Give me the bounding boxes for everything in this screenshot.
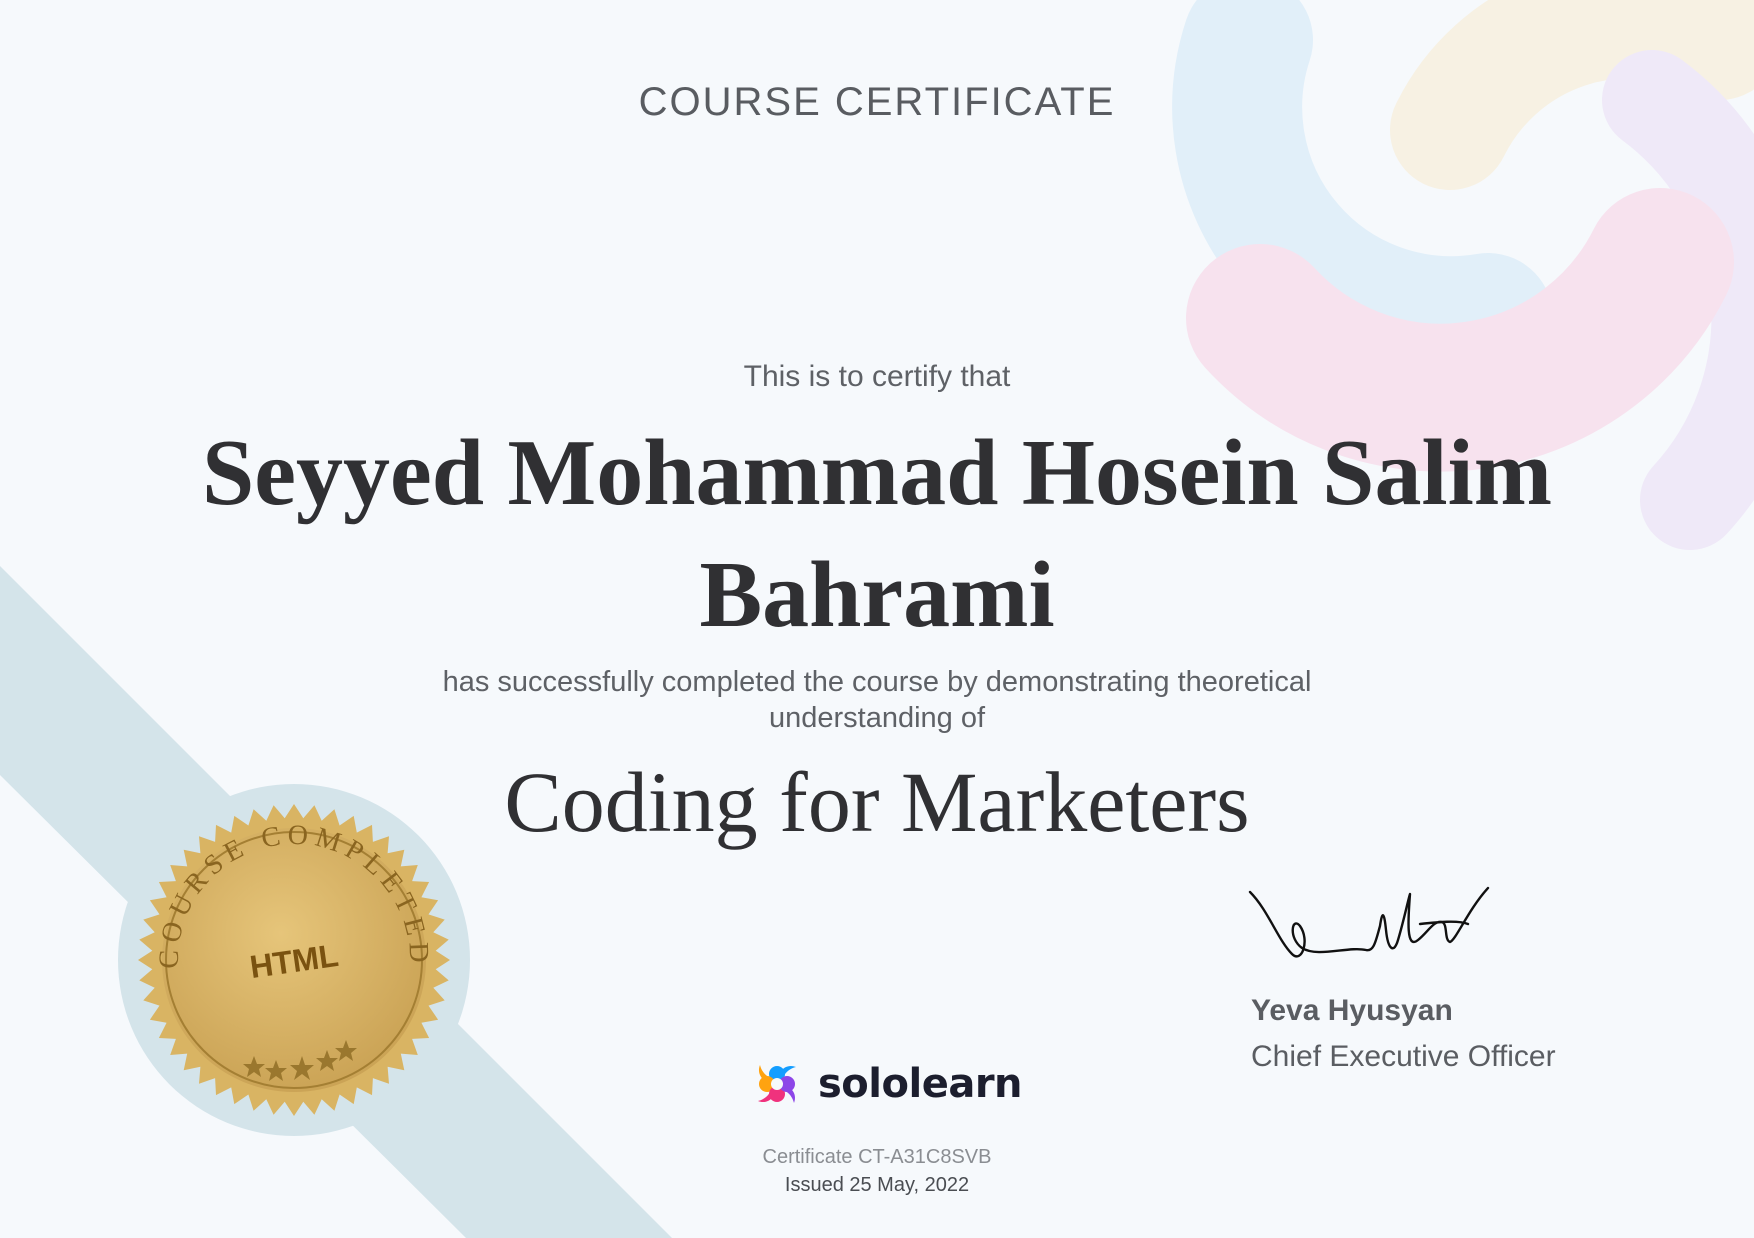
ceo-signature xyxy=(1248,880,1498,970)
seal-course-label: HTML xyxy=(247,936,341,985)
brand-name: sololearn xyxy=(818,1061,1023,1107)
completion-description: has successfully completed the course by demonstrating theoretical understanding of xyxy=(442,666,1312,734)
course-completed-seal xyxy=(118,784,470,1136)
certify-intro-text: This is to certify that xyxy=(743,360,1011,393)
certificate-title: COURSE CERTIFICATE xyxy=(638,80,1116,124)
signer-name: Yeva Hyusyan xyxy=(1251,994,1453,1027)
course-name: Coding for Marketers xyxy=(504,754,1250,850)
seal-top-text: COURSE COMPLETED xyxy=(153,819,435,970)
issue-date: Issued 25 May, 2022 xyxy=(784,1174,970,1196)
signer-title: Chief Executive Officer xyxy=(1251,1040,1556,1073)
sololearn-logo-icon xyxy=(750,1057,804,1111)
sololearn-brand xyxy=(750,1056,1022,1112)
recipient-name: Seyyed Mohammad Hosein Salim Bahrami xyxy=(201,421,1552,647)
certificate-id: Certificate CT-A31C8SVB xyxy=(762,1146,992,1168)
